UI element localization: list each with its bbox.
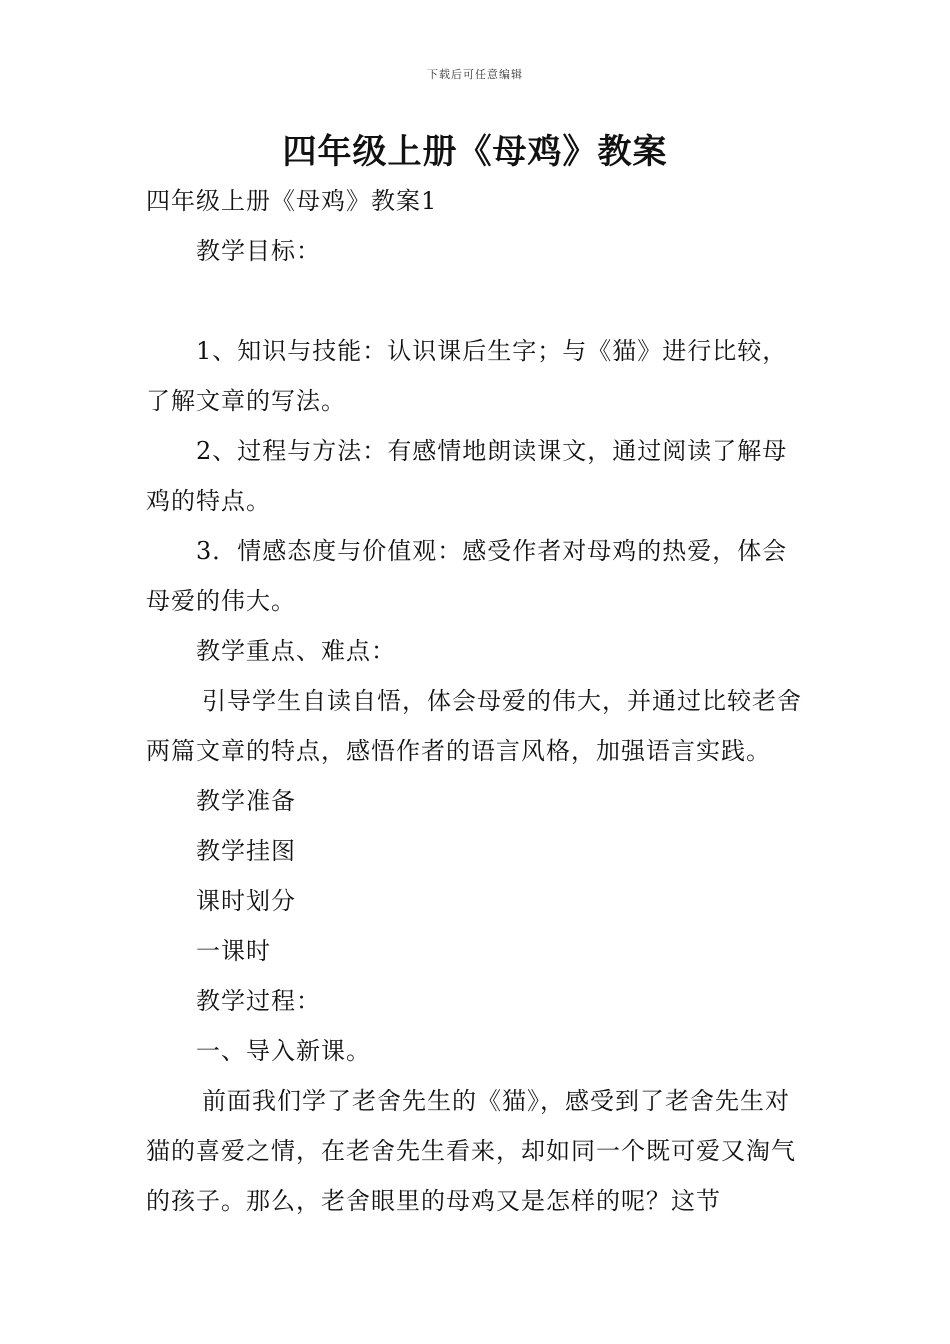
process-step-1-text: 前面我们学了老舍先生的《猫》，感受到了老舍先生对猫的喜爱之情，在老舍先生看来，却如同一个既可爱又淘气的孩子。那么，老舍眼里的母鸡又是怎样的呢？这节: [146, 1087, 796, 1215]
preparation-item: 教学挂图: [196, 837, 296, 865]
lesson-division-item: 一课时: [196, 937, 271, 965]
document-body: [146, 176, 810, 1226]
subtitle-line: 四年级上册《母鸡》教案1: [146, 187, 438, 215]
section-heading-preparation: 教学准备: [196, 787, 296, 815]
section-heading-lesson-division: 课时划分: [196, 887, 296, 915]
blank-line: [146, 276, 810, 326]
objective-item-1: 1、知识与技能：认识课后生字；与《猫》进行比较，了解文章的写法。: [146, 337, 788, 415]
section-heading-key-points: 教学重点、难点：: [196, 637, 396, 665]
header-note: 下载后可任意编辑: [427, 68, 523, 81]
document-title: 四年级上册《母鸡》教案: [282, 132, 668, 172]
key-points-text: 引导学生自读自悟，体会母爱的伟大，并通过比较老舍两篇文章的特点，感悟作者的语言风格，加强语言实践。: [146, 687, 802, 765]
section-heading-process: 教学过程：: [196, 987, 321, 1015]
objective-item-2: 2、过程与方法：有感情地朗读课文，通过阅读了解母鸡的特点。: [146, 437, 788, 515]
objective-item-3: 3．情感态度与价值观：感受作者对母鸡的热爱，体会母爱的伟大。: [146, 537, 788, 615]
section-heading-objectives: 教学目标：: [196, 237, 321, 265]
process-step-1-heading: 一、导入新课。: [196, 1037, 371, 1065]
